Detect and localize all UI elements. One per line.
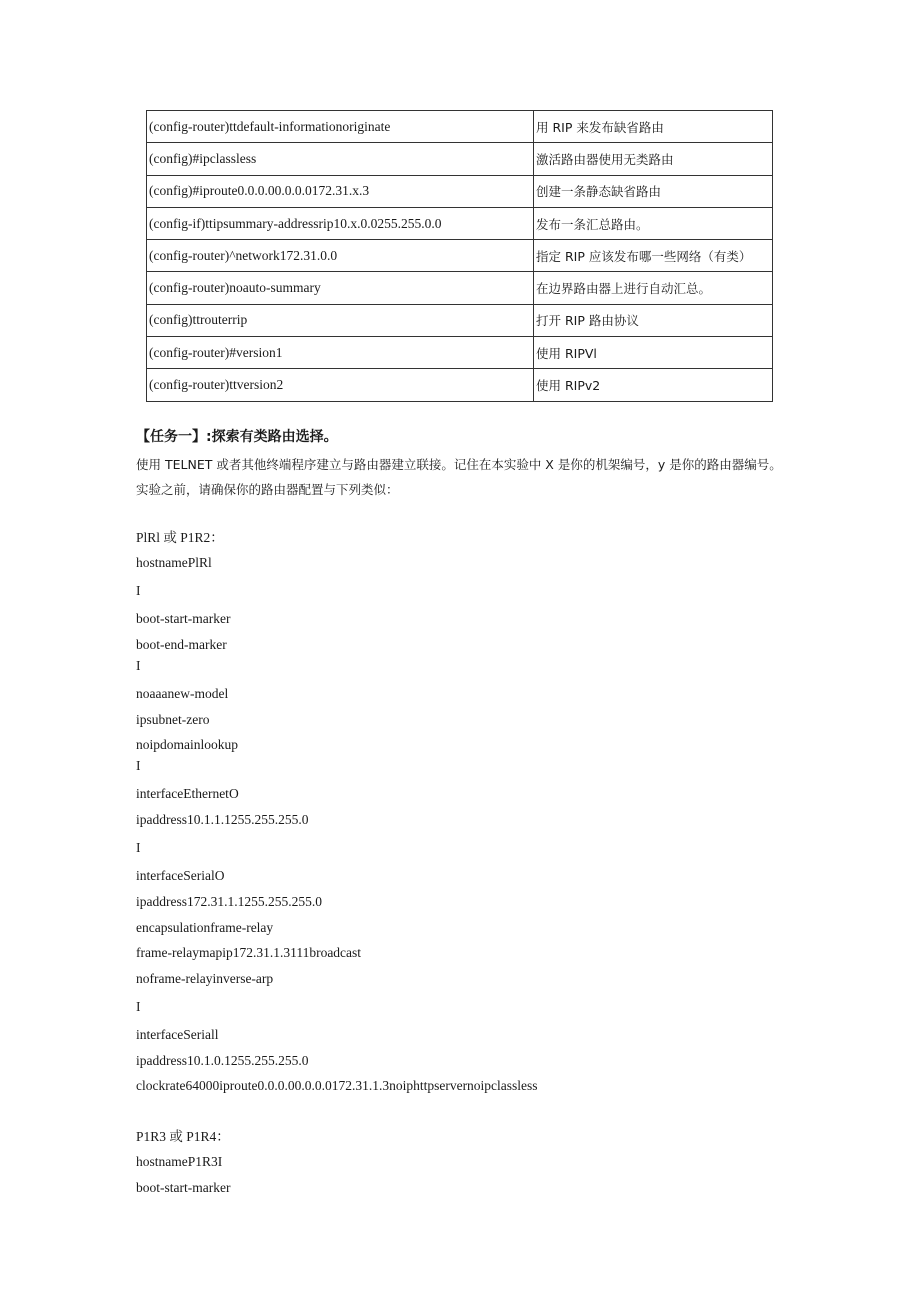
description-cell: 指定 RIP 应该发布哪一些网络（有类） (534, 240, 773, 272)
command-table (146, 110, 773, 402)
table-row (147, 175, 773, 207)
description-cell: 打开 RIP 路由协议 (534, 304, 773, 336)
table-row (147, 304, 773, 336)
command-cell: (config-router)^network172.31.0.0 (147, 240, 534, 272)
config-line: interfaceSeriall (136, 1027, 219, 1042)
table-row (147, 111, 773, 143)
table-row (147, 143, 773, 175)
command-cell: (config-router)noauto-summary (147, 272, 534, 304)
config-line: I (136, 758, 141, 773)
config-line: boot-end-marker (136, 637, 227, 652)
config-line: boot-start-marker (136, 1180, 231, 1195)
config-line: I (136, 583, 141, 598)
description-cell: 用 RIP 来发布缺省路由 (534, 111, 773, 143)
description-cell: 发布一条汇总路由。 (534, 207, 773, 239)
config-line: noipdomainlookup (136, 737, 238, 752)
command-cell: (config-router)ttdefault-informationoriginate (147, 111, 534, 143)
config-line: interfaceSerialO (136, 868, 225, 883)
task-heading: 【任务一】:探索有类路由选择。 (136, 429, 338, 445)
config-line: ipaddress10.1.1.1255.255.255.0 (136, 812, 309, 827)
config-line: I (136, 840, 141, 855)
command-cell: (config-router)#version1 (147, 337, 534, 369)
config-line: clockrate64000iproute0.0.0.00.0.0.0172.31.1.3noiphttpservernoipclassless (136, 1078, 538, 1093)
command-cell: (config)ttrouterrip (147, 304, 534, 336)
config-line: boot-start-marker (136, 611, 231, 626)
description-cell: 创建一条静态缺省路由 (534, 175, 773, 207)
description-cell: 在边界路由器上进行自动汇总。 (534, 272, 773, 304)
table-row (147, 337, 773, 369)
table-row (147, 240, 773, 272)
config-line: noframe-relayinverse-arp (136, 971, 274, 986)
description-cell: 使用 RIPv2 (534, 369, 773, 401)
command-cell: (config-if)ttipsummary-addressrip10.x.0.0255.255.0.0 (147, 207, 534, 239)
description-cell: 使用 RIPVl (534, 337, 773, 369)
command-cell: (config)#iproute0.0.0.00.0.0.0172.31.x.3 (147, 175, 534, 207)
config-line: ipaddress10.1.0.1255.255.255.0 (136, 1053, 309, 1068)
config-line: ipaddress172.31.1.1255.255.255.0 (136, 894, 322, 909)
config-line: noaaanew-model (136, 686, 229, 701)
config-line: frame-relaymapip172.31.1.3111broadcast (136, 945, 362, 960)
config-line: encapsulationframe-relay (136, 920, 274, 935)
router-group-heading-1: PlRl 或 P1R2： (136, 530, 224, 545)
intro-paragraph-2: 实验之前，请确保你的路由器配置与下列类似： (136, 482, 399, 497)
config-line: ipsubnet-zero (136, 712, 210, 727)
intro-paragraph-1: 使用 TELNET 或者其他终端程序建立与路由器建立联接。记住在本实验中 X 是你的机架编号，y 是你的路由器编号。 (136, 457, 782, 472)
table-row (147, 369, 773, 401)
table-row (147, 207, 773, 239)
config-line: hostnameP1R3I (136, 1154, 223, 1169)
router-group-heading-2: P1R3 或 P1R4： (136, 1129, 230, 1144)
table-row (147, 272, 773, 304)
config-line: interfaceEthernetO (136, 786, 239, 801)
config-line: I (136, 999, 141, 1014)
command-cell: (config-router)ttversion2 (147, 369, 534, 401)
config-line: I (136, 658, 141, 673)
config-line: hostnamePlRl (136, 555, 212, 570)
command-cell: (config)#ipclassless (147, 143, 534, 175)
description-cell: 激活路由器使用无类路由 (534, 143, 773, 175)
